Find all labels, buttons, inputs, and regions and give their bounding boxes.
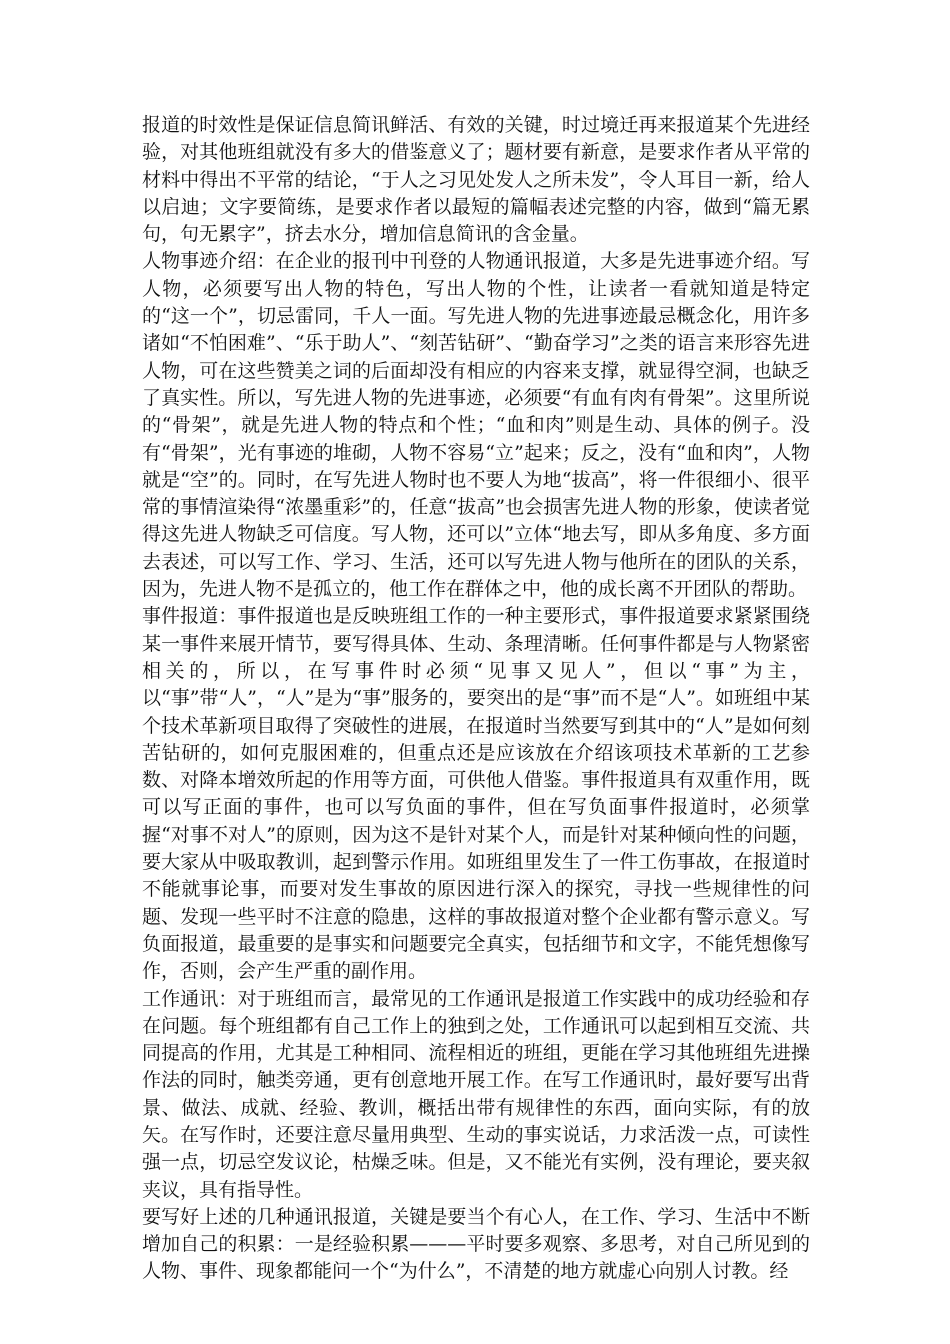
paragraph-accumulation: 要写好上述的几种通讯报道，关键是要当个有心人，在工作、学习、生活中不断增加自己的积累：一是经验积累———平时要多观察、多思考，对自己所见到的人物、事件、现象都能问一个“为什么”，不清楚的地方就虚心向别人讨教。经 bbox=[142, 1205, 810, 1283]
paragraph-event-report: 事件报道：事件报道也是反映班组工作的一种主要形式，事件报道要求紧紧围绕某一事件来展开情节，要写得具体、生动、条理清晰。任何事件都是与人物紧密相关的，所以，在写事件时必须“见事又见人”，但以“事”为主，以“事”带“人”，“人”是为“事”服务的，要突出的是“事”而不是“人”。如班组中某个技术革新项目取得了突破性的进展，在报道时当然要写到其中的“人”是如何刻苦钻研的，如何克服困难的，但重点还是应该放在介绍该项技术革新的工艺参数、对降本增效所起的作用等方面，可供他人借鉴。事件报道具有双重作用，既可以写正面的事件，也可以写负面的事件，但在写负面事件报道时，必须掌握“对事不对人”的原则，因为这不是针对某个人，而是针对某种倾向性的问题，要大家从中吸取教训，起到警示作用。如班组里发生了一件工伤事故，在报道时不能就事论事，而要对发生事故的原因进行深入的探究，寻找一些规律性的问题、发现一些平时不注意的隐患，这样的事故报道对整个企业都有警示意义。写负面报道，最重要的是事实和问题要完全真实，包括细节和文字，不能凭想像写作，否则，会产生严重的副作用。 bbox=[142, 605, 810, 983]
paragraph-work-report: 工作通讯：对于班组而言，最常见的工作通讯是报道工作实践中的成功经验和存在问题。每个班组都有自己工作上的独到之处，工作通讯可以起到相互交流、共同提高的作用，尤其是工种相同、流程相近的班组，更能在学习其他班组先进操作法的同时，触类旁通，更有创意地开展工作。在写工作通讯时，最好要写出背景、做法、成就、经验、教训，概括出带有规律性的东西，面向实际，有的放矢。在写作时，还要注意尽量用典型、生动的事实说话，力求活泼一点，可读性强一点，切忌空发议论，枯燥乏味。但是，又不能光有实例，没有理论，要夹叙夹议，具有指导性。 bbox=[142, 987, 810, 1201]
document-body bbox=[142, 112, 810, 1286]
paragraph-timeliness: 报道的时效性是保证信息简讯鲜活、有效的关键，时过境迁再来报道某个先进经验，对其他班组就没有多大的借鉴意义了；题材要有新意，是要求作者从平常的材料中得出不平常的结论，“于人之习见处发人之所未发”，令人耳目一新，给人以启迪；文字要简练，是要求作者以最短的篇幅表述完整的内容，做到“篇无累句，句无累字”，挤去水分，增加信息简讯的含金量。 bbox=[142, 114, 810, 246]
paragraph-person-profile: 人物事迹介绍：在企业的报刊中刊登的人物通讯报道，大多是先进事迹介绍。写人物，必须要写出人物的特色，写出人物的个性，让读者一看就知道是特定的“这一个”，切忌雷同，千人一面。写先进人物的先进事迹最忌概念化，用许多诸如“不怕困难”、“乐于助人”、“刻苦钻研”、“勤奋学习”之类的语言来形容先进人物，可在这些赞美之词的后面却没有相应的内容来支撑，就显得空洞，也缺乏了真实性。所以，写先进人物的先进事迹，必须要“有血有肉有骨架”。这里所说的“骨架”，就是先进人物的特点和个性；“血和肉”则是生动、具体的例子。没有“骨架”，光有事迹的堆砌，人物不容易“立”起来；反之，没有“血和肉”，人物就是“空”的。同时，在写先进人物时也不要人为地“拔高”，将一件很细小、很平常的事情渲染得“浓墨重彩”的，任意“拔高”也会损害先进人物的形象，使读者觉得这先进人物缺乏可信度。写人物，还可以”立体“地去写，即从多角度、多方面去表述，可以写工作、学习、生活，还可以写先进人物与他所在的团队的关系，因为，先进人物不是孤立的，他工作在群体之中，他的成长离不开团队的帮助。 bbox=[142, 250, 810, 601]
